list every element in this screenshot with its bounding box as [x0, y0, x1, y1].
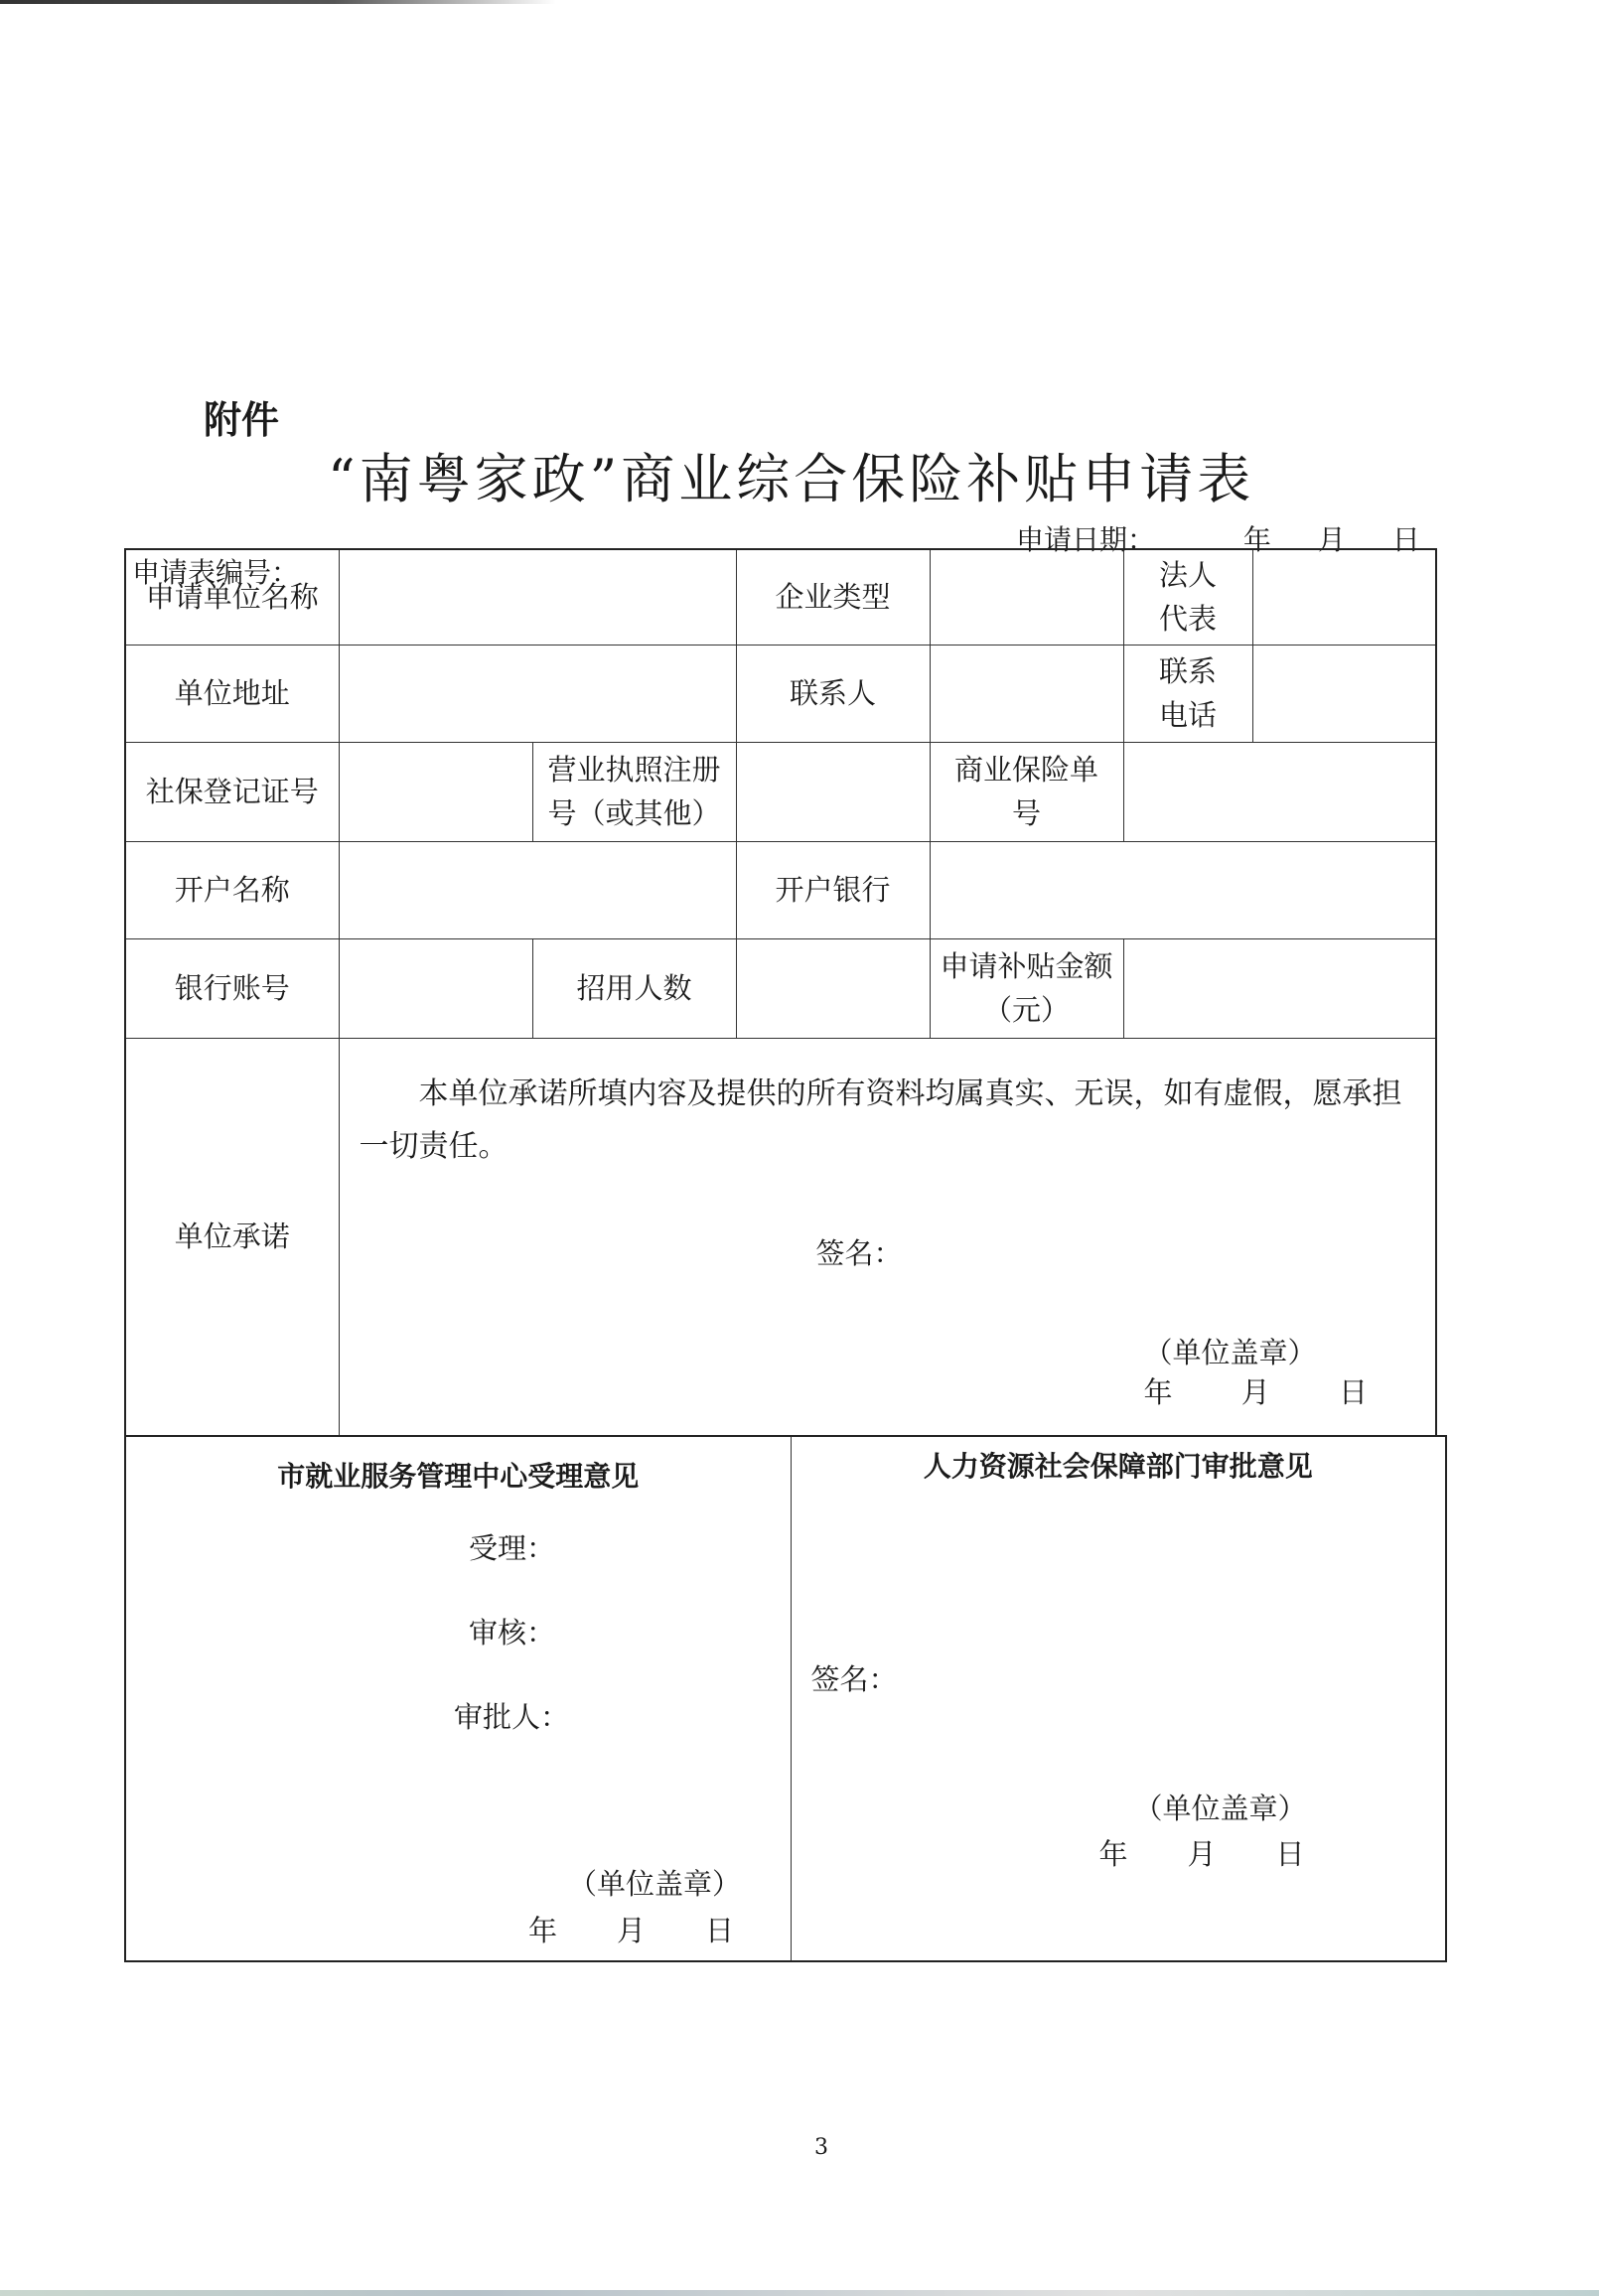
label-address: 单位地址 — [125, 646, 339, 743]
address-field[interactable] — [339, 646, 736, 743]
promise-text: 本单位承诺所填内容及提供的所有资料均属真实、无误，如有虚假，愿承担一切责任。 — [359, 1076, 1402, 1164]
label-company-type: 企业类型 — [736, 549, 930, 646]
account-name-field[interactable] — [339, 842, 736, 939]
table-row — [125, 939, 1436, 1039]
hr-date-year: 年 — [1098, 1836, 1128, 1871]
promise-date — [1144, 1371, 1427, 1415]
label-contact-phone — [1123, 646, 1252, 743]
hr-department-opinion — [791, 1436, 1446, 1961]
table-row — [125, 842, 1436, 939]
review-label: 审核： — [469, 1615, 556, 1650]
table-row — [125, 646, 1436, 743]
label-insurance-policy-no — [930, 743, 1123, 842]
label-bank-account: 银行账号 — [125, 939, 339, 1039]
business-license-text: 营业执照注册号（或其他） — [547, 753, 721, 830]
legal-rep-text: 法人代表 — [1158, 558, 1217, 636]
center-seal-label: （单位盖章） — [568, 1866, 742, 1901]
scan-edge-bottom — [0, 2290, 1599, 2296]
promise-sign-label: 签名： — [815, 1236, 903, 1270]
label-hired-count: 招用人数 — [532, 939, 736, 1039]
employment-center-title: 市就业服务管理中心受理意见 — [277, 1459, 640, 1493]
label-subsidy-amount — [930, 939, 1123, 1039]
label-account-name: 开户名称 — [125, 842, 339, 939]
table-row — [125, 1039, 1436, 1436]
contact-phone-text: 联系电话 — [1158, 654, 1217, 732]
insurance-policy-no-field[interactable] — [1123, 743, 1436, 842]
approver-label: 审批人： — [454, 1699, 570, 1734]
approval-table — [124, 1435, 1447, 1962]
date-year: 年 — [1242, 523, 1273, 556]
contact-person-field[interactable] — [930, 646, 1123, 743]
company-type-field[interactable] — [930, 549, 1123, 646]
table-row — [125, 743, 1436, 842]
table-row — [125, 1436, 1446, 1961]
contact-phone-field[interactable] — [1252, 646, 1436, 743]
employment-center-opinion — [125, 1436, 791, 1961]
center-date-year: 年 — [528, 1913, 558, 1947]
label-bank: 开户银行 — [736, 842, 930, 939]
page-number: 3 — [814, 2135, 828, 2160]
label-legal-rep — [1123, 549, 1252, 646]
date-day: 日 — [1391, 523, 1422, 556]
insurance-policy-text: 商业保险单号 — [954, 753, 1099, 830]
promise-cell — [339, 1039, 1436, 1436]
apply-date-label: 申请日期： — [1016, 523, 1156, 556]
form-number-label: 申请表编号： — [132, 556, 300, 589]
attachment-label: 附件 — [204, 398, 280, 442]
scan-edge-top — [0, 0, 556, 4]
hired-count-field[interactable] — [736, 939, 930, 1039]
promise-date-year: 年 — [1143, 1375, 1173, 1409]
hr-date-month: 月 — [1187, 1836, 1217, 1871]
promise-seal-label: （单位盖章） — [1143, 1336, 1317, 1369]
business-license-no-field[interactable] — [736, 743, 930, 842]
label-business-license-no — [532, 743, 736, 842]
label-social-security-no: 社保登记证号 — [125, 743, 339, 842]
promise-date-day: 日 — [1338, 1375, 1368, 1409]
legal-rep-field[interactable] — [1252, 549, 1436, 646]
hr-seal-label: （单位盖章） — [1133, 1791, 1307, 1825]
subsidy-amount-field[interactable] — [1123, 939, 1436, 1039]
table-row — [125, 549, 1436, 646]
subsidy-amount-text: 申请补贴金额（元） — [940, 949, 1113, 1027]
label-promise: 单位承诺 — [125, 1039, 339, 1436]
accept-label: 受理： — [469, 1530, 556, 1565]
hr-date — [1099, 1832, 1365, 1873]
application-form — [124, 548, 1475, 1962]
hr-sign-label: 签名： — [810, 1661, 898, 1696]
date-month: 月 — [1317, 523, 1348, 556]
label-contact-person: 联系人 — [736, 646, 930, 743]
social-security-no-field[interactable] — [339, 743, 532, 842]
promise-date-month: 月 — [1240, 1375, 1270, 1409]
center-date-month: 月 — [617, 1913, 647, 1947]
form-title: “南粤家政”商业综合保险补贴申请表 — [328, 448, 1255, 510]
applicant-table — [124, 548, 1437, 1437]
bank-field[interactable] — [930, 842, 1436, 939]
label-applicant-name: 申请单位名称 — [125, 549, 339, 646]
applicant-name-field[interactable] — [339, 549, 736, 646]
hr-department-title: 人力资源社会保障部门审批意见 — [923, 1449, 1313, 1483]
center-date-day: 日 — [705, 1913, 735, 1947]
center-date — [528, 1909, 794, 1949]
bank-account-field[interactable] — [339, 939, 532, 1039]
hr-date-day: 日 — [1275, 1836, 1305, 1871]
